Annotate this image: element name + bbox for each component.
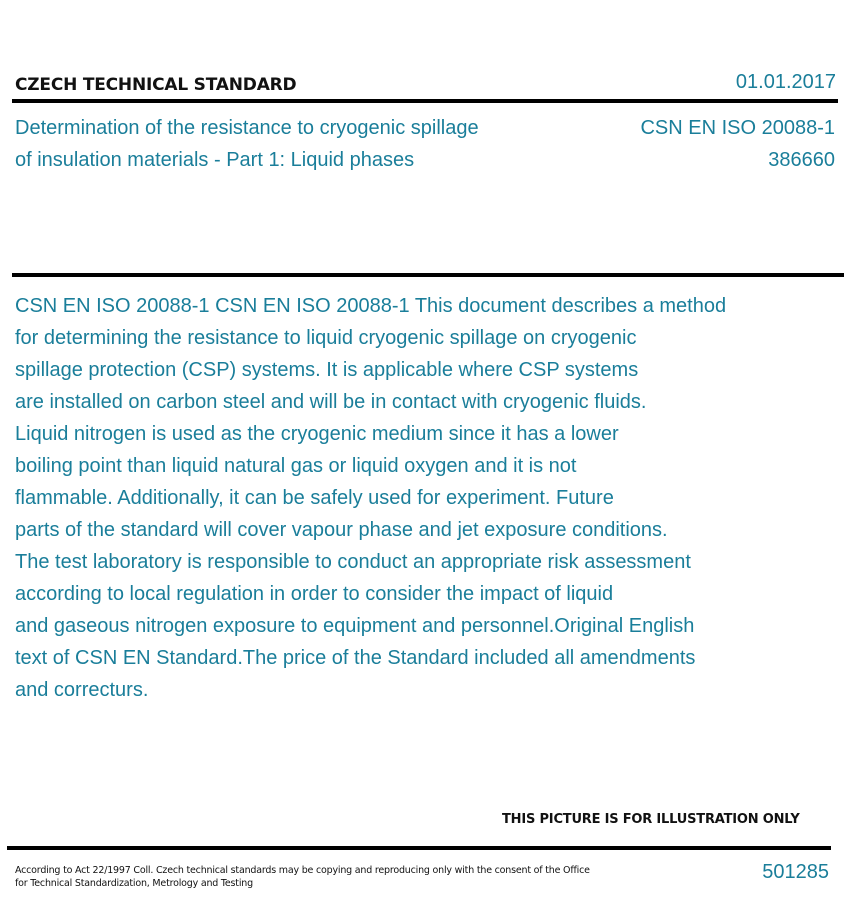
catalog-number: 386660 (768, 149, 835, 171)
legal-notice-line-2: for Technical Standardization, Metrology and Testing (15, 878, 253, 889)
legal-notice-line-1: According to Act 22/1997 Coll. Czech technical standards may be copying and reproducing only with the consent of the Office (15, 865, 590, 876)
title-line-1: Determination of the resistance to cryogenic spillage (15, 117, 479, 139)
document-id: 501285 (762, 861, 829, 883)
legal-notice (15, 864, 595, 890)
effective-date: 01.01.2017 (735, 71, 836, 93)
illustration-note: THIS PICTURE IS FOR ILLUSTRATION ONLY (502, 812, 800, 827)
title-line-2: of insulation materials - Part 1: Liquid phases (15, 149, 415, 171)
section-divider (12, 273, 844, 277)
header-divider (12, 99, 838, 103)
document-type-label: CZECH TECHNICAL STANDARD (15, 75, 297, 95)
standard-code: CSN EN ISO 20088-1 (640, 117, 835, 139)
footer-divider (7, 846, 831, 850)
document-description: CSN EN ISO 20088-1 CSN EN ISO 20088-1 This document describes a method for determining the resistance to liquid cryogenic spillage on cryogenic spillage protection (CSP) systems. It is applicable where CSP systems are installed on carbon steel and will be in contact with cryogenic fluids. Liquid nitrogen is used as the cryogenic medium since it has a lower boiling point than liquid natural gas or liquid oxygen and it is not flammable. Additionally, it can be safely used for experiment. Future parts of the standard will cover vapour phase and jet exposure conditions. The test laboratory is responsible to conduct an appropriate risk assessment according to local regulation in order to consider the impact of liquid and gaseous nitrogen exposure to equipment and personnel.Original English text of CSN EN Standard.The price of the Standard included all amendments and correcturs. (15, 295, 727, 701)
